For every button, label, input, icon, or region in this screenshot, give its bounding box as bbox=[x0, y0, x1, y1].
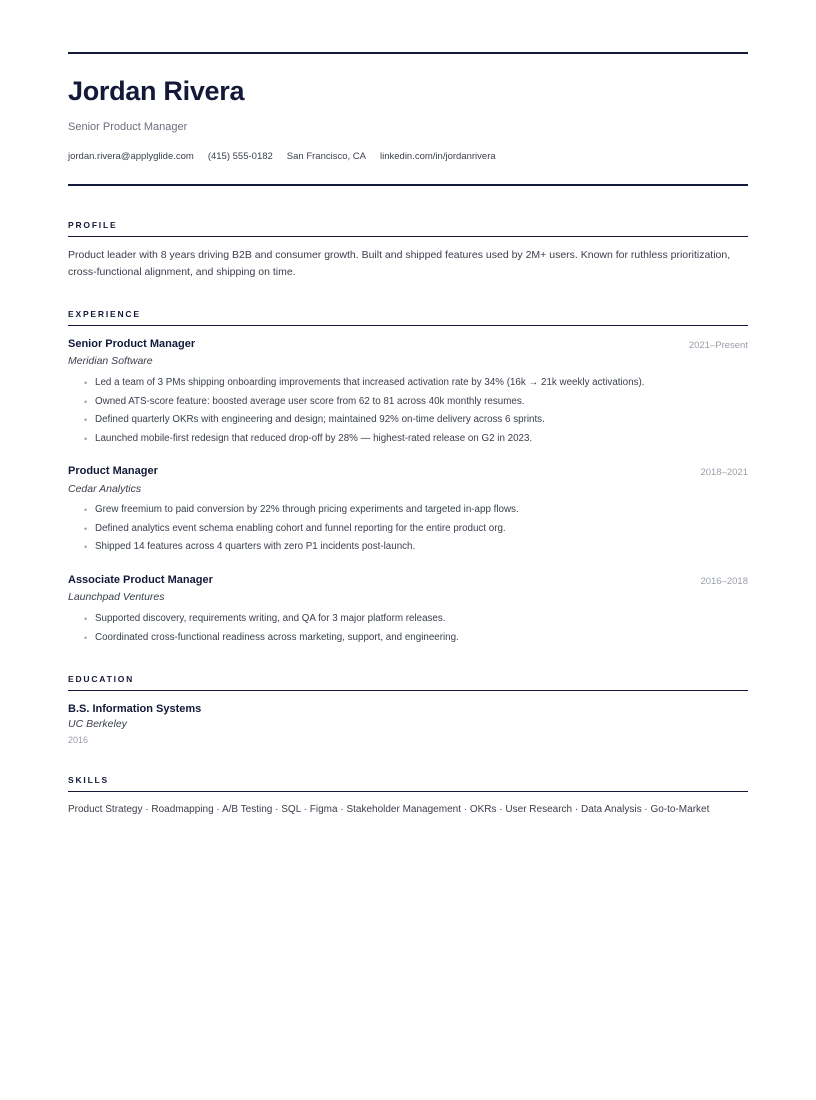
job-company: Launchpad Ventures bbox=[68, 591, 165, 603]
profile-heading: PROFILE bbox=[68, 220, 118, 230]
list-item: • Defined analytics event schema enabling cohort and funnel reporting for the entire product org. bbox=[84, 520, 519, 539]
contact-phone[interactable]: (415) 555-0182 bbox=[207, 151, 273, 162]
job-title: Senior Product Manager bbox=[68, 338, 196, 350]
list-item: • Grew freemium to paid conversion by 22% through pricing experiments and targeted in-app flows. bbox=[84, 501, 519, 520]
candidate-name: Jordan Rivera bbox=[68, 76, 245, 106]
job-dates: 2016–2018 bbox=[700, 576, 748, 587]
education-heading: EDUCATION bbox=[68, 674, 135, 684]
bullet-icon: • bbox=[84, 542, 88, 553]
job-bullets bbox=[84, 374, 644, 449]
bullet-icon: • bbox=[84, 378, 88, 388]
candidate-title: Senior Product Manager bbox=[68, 121, 188, 133]
list-item: • Launched mobile-first redesign that reduced drop-off by 28% — highest-rated release on G2 in 2023. bbox=[84, 430, 644, 449]
skills-heading: SKILLS bbox=[68, 775, 110, 785]
education-degree: B.S. Information Systems bbox=[68, 703, 202, 715]
list-item: • Owned ATS-score feature: boosted average user score from 62 to 81 across 40k monthly resumes. bbox=[84, 393, 644, 412]
skills-rule bbox=[68, 791, 748, 792]
job-title: Product Manager bbox=[68, 465, 158, 477]
contact-linkedin[interactable]: linkedin.com/in/jordanrivera bbox=[380, 151, 496, 162]
job-bullets bbox=[84, 501, 519, 557]
list-item: • Led a team of 3 PMs shipping onboarding improvements that increased activation rate by 34% (16k → 21k weekly activations). bbox=[84, 374, 644, 393]
experience-rule bbox=[68, 325, 748, 326]
profile-text: Product leader with 8 years driving B2B and consumer growth. Built and shipped features used by 2M+ users. Known for ruthless prioritization, cross-functional alignment, and shipping on time. bbox=[68, 249, 731, 278]
skills-list: Product Strategy · Roadmapping · A/B Testing · SQL · Figma · Stakeholder Management · OKRs · User Research · Data Analysis · Go-to-Market bbox=[68, 804, 710, 815]
job-dates: 2021–Present bbox=[688, 340, 748, 351]
bullet-icon: • bbox=[84, 396, 88, 407]
list-item: • Coordinated cross-functional readiness across marketing, support, and engineering. bbox=[84, 629, 459, 648]
bullet-icon: • bbox=[84, 415, 88, 426]
contact-location: San Francisco, CA bbox=[286, 151, 366, 162]
list-item: • Supported discovery, requirements writing, and QA for 3 major platform releases. bbox=[84, 610, 459, 629]
job-bullets bbox=[84, 610, 459, 647]
bullet-icon: • bbox=[84, 632, 88, 643]
header-rule bbox=[68, 184, 748, 186]
profile-rule bbox=[68, 236, 748, 237]
education-rule bbox=[68, 690, 748, 691]
job-company: Meridian Software bbox=[68, 355, 153, 367]
bullet-icon: • bbox=[84, 614, 88, 624]
education-year: 2016 bbox=[68, 735, 89, 745]
list-item: • Shipped 14 features across 4 quarters with zero P1 incidents post-launch. bbox=[84, 538, 519, 557]
education-school: UC Berkeley bbox=[68, 718, 127, 730]
job-company: Cedar Analytics bbox=[68, 483, 142, 495]
bullet-icon: • bbox=[84, 523, 88, 534]
experience-heading: EXPERIENCE bbox=[68, 309, 141, 319]
top-rule bbox=[68, 52, 748, 54]
job-title: Associate Product Manager bbox=[68, 574, 213, 586]
bullet-icon: • bbox=[84, 434, 88, 445]
contact-line bbox=[68, 151, 510, 162]
list-item: • Defined quarterly OKRs with engineering and design; maintained 92% on-time delivery across 6 sprints. bbox=[84, 411, 644, 430]
job-dates: 2018–2021 bbox=[700, 467, 748, 478]
bullet-icon: • bbox=[84, 505, 88, 515]
contact-email[interactable]: jordan.rivera@applyglide.com bbox=[68, 151, 194, 162]
